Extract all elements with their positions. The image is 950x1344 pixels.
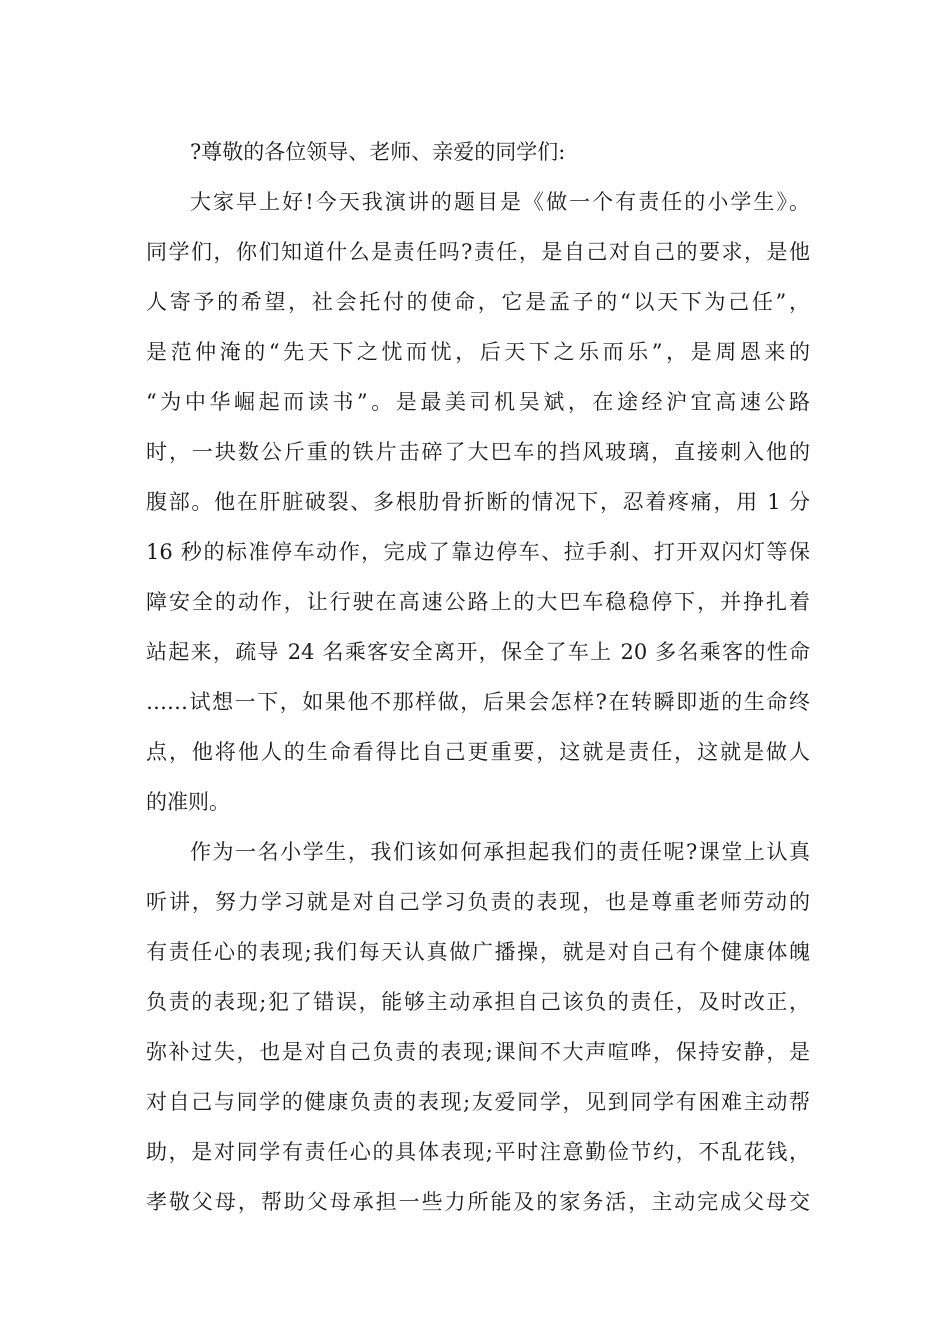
paragraph-1-line-7: 腹部。他在肝脏破裂、多根肋骨折断的情况下，忍着疼痛，用 1 分 bbox=[146, 490, 810, 514]
paragraph-1-line-2: 同学们，你们知道什么是责任吗?责任，是自己对自己的要求，是他 bbox=[146, 240, 810, 264]
paragraph-1-line-3: 人寄予的希望，社会托付的使命，它是孟子的“以天下为己任”， bbox=[146, 290, 810, 314]
paragraph-1-line-8: 16 秒的标准停车动作，完成了靠边停车、拉手刹、打开双闪灯等保 bbox=[146, 540, 810, 564]
paragraph-1-line-4: 是范仲淹的“先天下之忧而忧，后天下之乐而乐”，是周恩来的 bbox=[146, 340, 810, 364]
paragraph-1-line-11: ……试想一下，如果他不那样做，后果会怎样?在转瞬即逝的生命终 bbox=[146, 690, 810, 714]
salutation-line: ?尊敬的各位领导、老师、亲爱的同学们: bbox=[190, 140, 566, 164]
paragraph-1-line-10: 站起来，疏导 24 名乘客安全离开，保全了车上 20 多名乘客的性命 bbox=[146, 640, 810, 664]
paragraph-1-line-1: 大家早上好!今天我演讲的题目是《做一个有责任的小学生》。 bbox=[190, 190, 810, 214]
paragraph-2-line-6: 对自己与同学的健康负责的表现;友爱同学，见到同学有困难主动帮 bbox=[146, 1090, 810, 1114]
paragraph-2-line-8: 孝敬父母，帮助父母承担一些力所能及的家务活，主动完成父母交 bbox=[146, 1190, 810, 1214]
paragraph-1-line-13: 的准则。 bbox=[146, 790, 230, 814]
paragraph-1-line-6: 时，一块数公斤重的铁片击碎了大巴车的挡风玻璃，直接刺入他的 bbox=[146, 440, 810, 464]
paragraph-2-line-1: 作为一名小学生，我们该如何承担起我们的责任呢?课堂上认真 bbox=[190, 840, 810, 864]
paragraph-1-line-9: 障安全的动作，让行驶在高速公路上的大巴车稳稳停下，并挣扎着 bbox=[146, 590, 810, 614]
paragraph-1-line-12: 点，他将他人的生命看得比自己更重要，这就是责任，这就是做人 bbox=[146, 740, 810, 764]
paragraph-2-line-5: 弥补过失，也是对自己负责的表现;课间不大声喧哗，保持安静，是 bbox=[146, 1040, 810, 1064]
paragraph-2-line-2: 听讲，努力学习就是对自己学习负责的表现，也是尊重老师劳动的 bbox=[146, 890, 810, 914]
paragraph-2-line-7: 助，是对同学有责任心的具体表现;平时注意勤俭节约，不乱花钱， bbox=[146, 1140, 810, 1164]
paragraph-2-line-4: 负责的表现;犯了错误，能够主动承担自己该负的责任，及时改正， bbox=[146, 990, 810, 1014]
paragraph-2-line-3: 有责任心的表现;我们每天认真做广播操，就是对自己有个健康体魄 bbox=[146, 940, 810, 964]
paragraph-1-line-5: “为中华崛起而读书”。是最美司机吴斌，在途经沪宜高速公路 bbox=[146, 390, 810, 414]
